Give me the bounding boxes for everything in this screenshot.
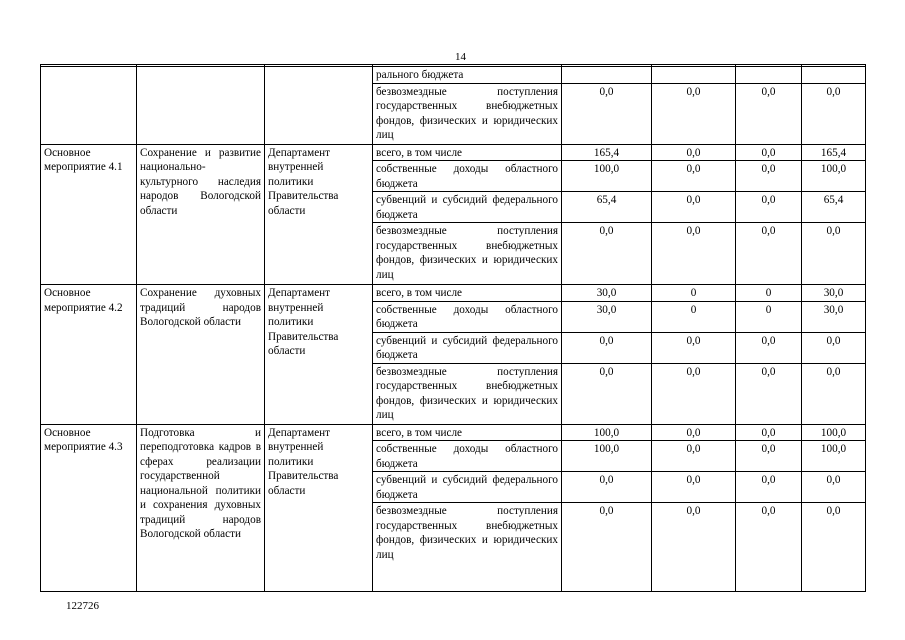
funding-source: безвозмездные поступления государственных внебюджетных фондов, физических и юридических лиц	[373, 223, 562, 285]
value-cell: 30,0	[562, 285, 652, 302]
funding-source: всего, в том числе	[373, 424, 562, 441]
measure-goal: Сохранение и развитие национально-культурного наследия народов Вологодской области	[137, 144, 265, 285]
value-cell: 0,0	[562, 363, 652, 424]
value-cell: 65,4	[802, 192, 866, 223]
funding-source: собственные доходы областного бюджета	[373, 301, 562, 332]
responsible-department: Департамент внутренней политики Правительства области	[265, 424, 373, 592]
value-cell: 100,0	[562, 161, 652, 192]
value-cell: 165,4	[562, 144, 652, 161]
value-cell: 30,0	[562, 301, 652, 332]
value-cell	[652, 67, 736, 84]
funding-source: собственные доходы областного бюджета	[373, 161, 562, 192]
measure-name: Основное мероприятие 4.2	[41, 285, 137, 425]
value-cell: 0,0	[802, 363, 866, 424]
value-cell: 0	[652, 301, 736, 332]
value-cell: 0,0	[562, 332, 652, 363]
value-cell: 0,0	[736, 192, 802, 223]
value-cell: 0,0	[652, 223, 736, 285]
document-code: 122726	[66, 600, 99, 612]
value-cell: 0,0	[802, 472, 866, 503]
value-cell	[802, 67, 866, 84]
responsible-department: Департамент внутренней политики Правительства области	[265, 144, 373, 285]
value-cell: 0,0	[736, 332, 802, 363]
funding-source: субвенций и субсидий федерального бюджета	[373, 192, 562, 223]
measure-name: Основное мероприятие 4.1	[41, 144, 137, 285]
value-cell: 30,0	[802, 301, 866, 332]
value-cell: 0,0	[652, 83, 736, 144]
measure-name: Основное мероприятие 4.3	[41, 424, 137, 592]
page-number: 14	[455, 51, 466, 63]
value-cell: 0,0	[736, 441, 802, 472]
value-cell: 0,0	[802, 332, 866, 363]
value-cell	[736, 67, 802, 84]
value-cell: 100,0	[802, 441, 866, 472]
value-cell: 0,0	[562, 223, 652, 285]
value-cell: 0,0	[652, 332, 736, 363]
value-cell: 165,4	[802, 144, 866, 161]
value-cell: 0	[652, 285, 736, 302]
value-cell: 0,0	[802, 223, 866, 285]
value-cell: 65,4	[562, 192, 652, 223]
measure-goal: Подготовка и переподготовка кадров в сферах реализации государственной национальной политики и сохранения духовных традиций народов Вологодской области	[137, 424, 265, 592]
value-cell: 0,0	[736, 161, 802, 192]
table-row	[41, 144, 866, 161]
table-row	[41, 285, 866, 302]
value-cell: 30,0	[802, 285, 866, 302]
value-cell: 100,0	[562, 424, 652, 441]
measure-cell	[41, 67, 137, 145]
value-cell: 0,0	[652, 472, 736, 503]
value-cell: 100,0	[562, 441, 652, 472]
department-cell	[265, 67, 373, 145]
value-cell: 0,0	[736, 472, 802, 503]
value-cell: 0,0	[736, 503, 802, 592]
value-cell: 0,0	[652, 192, 736, 223]
budget-table	[40, 64, 866, 592]
funding-source: всего, в том числе	[373, 285, 562, 302]
funding-source: безвозмездные поступления государственных внебюджетных фондов, физических и юридических лиц	[373, 83, 562, 144]
value-cell: 0,0	[652, 363, 736, 424]
value-cell: 0,0	[736, 363, 802, 424]
funding-source: безвозмездные поступления государственных внебюджетных фондов, физических и юридических лиц	[373, 503, 562, 592]
value-cell: 0,0	[736, 223, 802, 285]
value-cell: 0,0	[562, 472, 652, 503]
value-cell: 100,0	[802, 161, 866, 192]
value-cell: 0,0	[652, 144, 736, 161]
value-cell: 0	[736, 285, 802, 302]
value-cell: 0,0	[562, 83, 652, 144]
funding-source: субвенций и субсидий федерального бюджета	[373, 332, 562, 363]
funding-source: собственные доходы областного бюджета	[373, 441, 562, 472]
value-cell: 0,0	[652, 161, 736, 192]
table-row	[41, 424, 866, 441]
value-cell	[562, 67, 652, 84]
value-cell: 100,0	[802, 424, 866, 441]
value-cell: 0,0	[736, 83, 802, 144]
funding-source: субвенций и субсидий федерального бюджета	[373, 472, 562, 503]
value-cell: 0,0	[652, 424, 736, 441]
funding-source: рального бюджета	[373, 67, 562, 84]
value-cell: 0,0	[802, 503, 866, 592]
responsible-department: Департамент внутренней политики Правительства области	[265, 285, 373, 425]
value-cell: 0	[736, 301, 802, 332]
table-row	[41, 67, 866, 84]
value-cell: 0,0	[562, 503, 652, 592]
value-cell: 0,0	[802, 83, 866, 144]
value-cell: 0,0	[652, 503, 736, 592]
goal-cell	[137, 67, 265, 145]
value-cell: 0,0	[736, 424, 802, 441]
measure-goal: Сохранение духовных традиций народов Вологодской области	[137, 285, 265, 425]
funding-source: всего, в том числе	[373, 144, 562, 161]
value-cell: 0,0	[736, 144, 802, 161]
funding-source: безвозмездные поступления государственных внебюджетных фондов, физических и юридических лиц	[373, 363, 562, 424]
value-cell: 0,0	[652, 441, 736, 472]
